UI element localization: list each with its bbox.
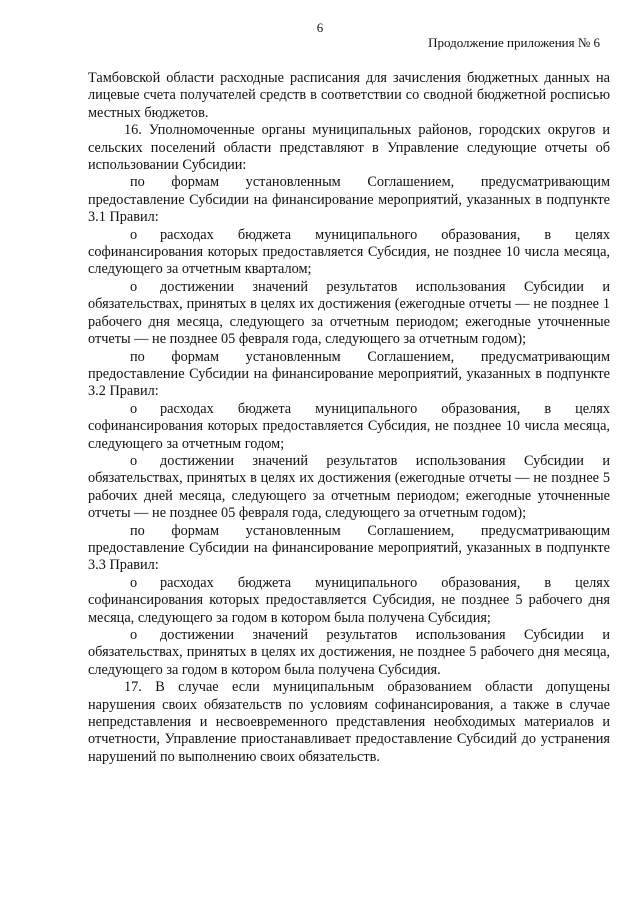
bullet-item [88,627,610,679]
bullet-item [88,401,610,453]
bullet-marker: о [130,627,138,643]
paragraph-forms-3-3: по формам установленным Соглашением, предусматривающим предоставление Субсидии на финансирование мероприятий, указанных в подпункте 3.3 Правил: [88,522,610,574]
bullet-marker: о [130,400,138,417]
bullet-item [88,227,610,279]
bullet-marker: о [130,452,138,469]
bullet-text: достижении значений результатов использования Субсидии и обязательствах, принятых в целях их достижения (ежегодные отчеты — не позднее 1 рабочего дня месяца, следующего за отчетным периодом; ежегодные уточненные отчеты — не позднее 05 февраля года, следующего за отчетным годом); [88,278,610,348]
paragraph-item-16: 16. Уполномоченные органы муниципальных районов, городских округов и сельских поселений области представляют в Управление следующие отчеты об использовании Субсидии: [88,122,610,174]
paragraph-forms-3-2: по формам установленным Соглашением, предусматривающим предоставление Субсидии на финансирование мероприятий, указанных в подпункте 3.2 Правил: [88,348,610,400]
paragraph-forms-3-1: по формам установленным Соглашением, предусматривающим предоставление Субсидии на финансирование мероприятий, указанных в подпункте 3.1 Правил: [88,174,610,226]
bullet-marker: о [130,226,138,243]
bullet-item [88,453,610,523]
paragraph-item-17: 17. В случае если муниципальным образованием области допущены нарушения своих обязательств по условиям софинансирования, а также в случае непредставления и несвоевременного представления необходимых материалов и отчетности, Управление приостанавливает предоставление Субсидий до устранения нарушений по выполнению своих обязательств. [88,679,610,765]
bullet-marker: о [130,574,138,591]
bullet-marker: о [130,278,138,295]
paragraph-continuation: Тамбовской области расходные расписания для зачисления бюджетных данных на лицевые счета получателей средств в соответствии со сводной бюджетной росписью местных бюджетов. [88,70,610,121]
bullet-text: расходах бюджета муниципального образования, в целях софинансирования которых предоставляется Субсидия, не позднее 5 рабочего дня месяца, следующего за годом в котором была получена Субсидия; [88,574,610,626]
bullet-item [88,575,610,627]
bullet-item [88,279,610,349]
document-body [88,70,610,766]
page-number: 6 [316,20,324,35]
appendix-note: Продолжение приложения № 6 [428,35,600,50]
bullet-text: расходах бюджета муниципального образования, в целях софинансирования которых предоставляется Субсидия, не позднее 10 числа месяца, следующего за отчетным кварталом; [88,226,610,278]
bullet-text: достижении значений результатов использования Субсидии и обязательствах, принятых в целях их достижения, не позднее 5 рабочего дня месяца, следующего за годом в котором была получена Субсидия. [88,627,610,678]
bullet-text: расходах бюджета муниципального образования, в целях софинансирования которых предоставляется Субсидия, не позднее 10 числа месяца, следующего за отчетным годом; [88,400,610,452]
bullet-text: достижении значений результатов использования Субсидии и обязательствах, принятых в целях их достижения (ежегодные отчеты — не позднее 5 рабочих дней месяца, следующего за отчетным периодом; ежегодные уточненные отчеты — не позднее 05 февраля года, следующего за отчетным годом); [88,452,610,522]
